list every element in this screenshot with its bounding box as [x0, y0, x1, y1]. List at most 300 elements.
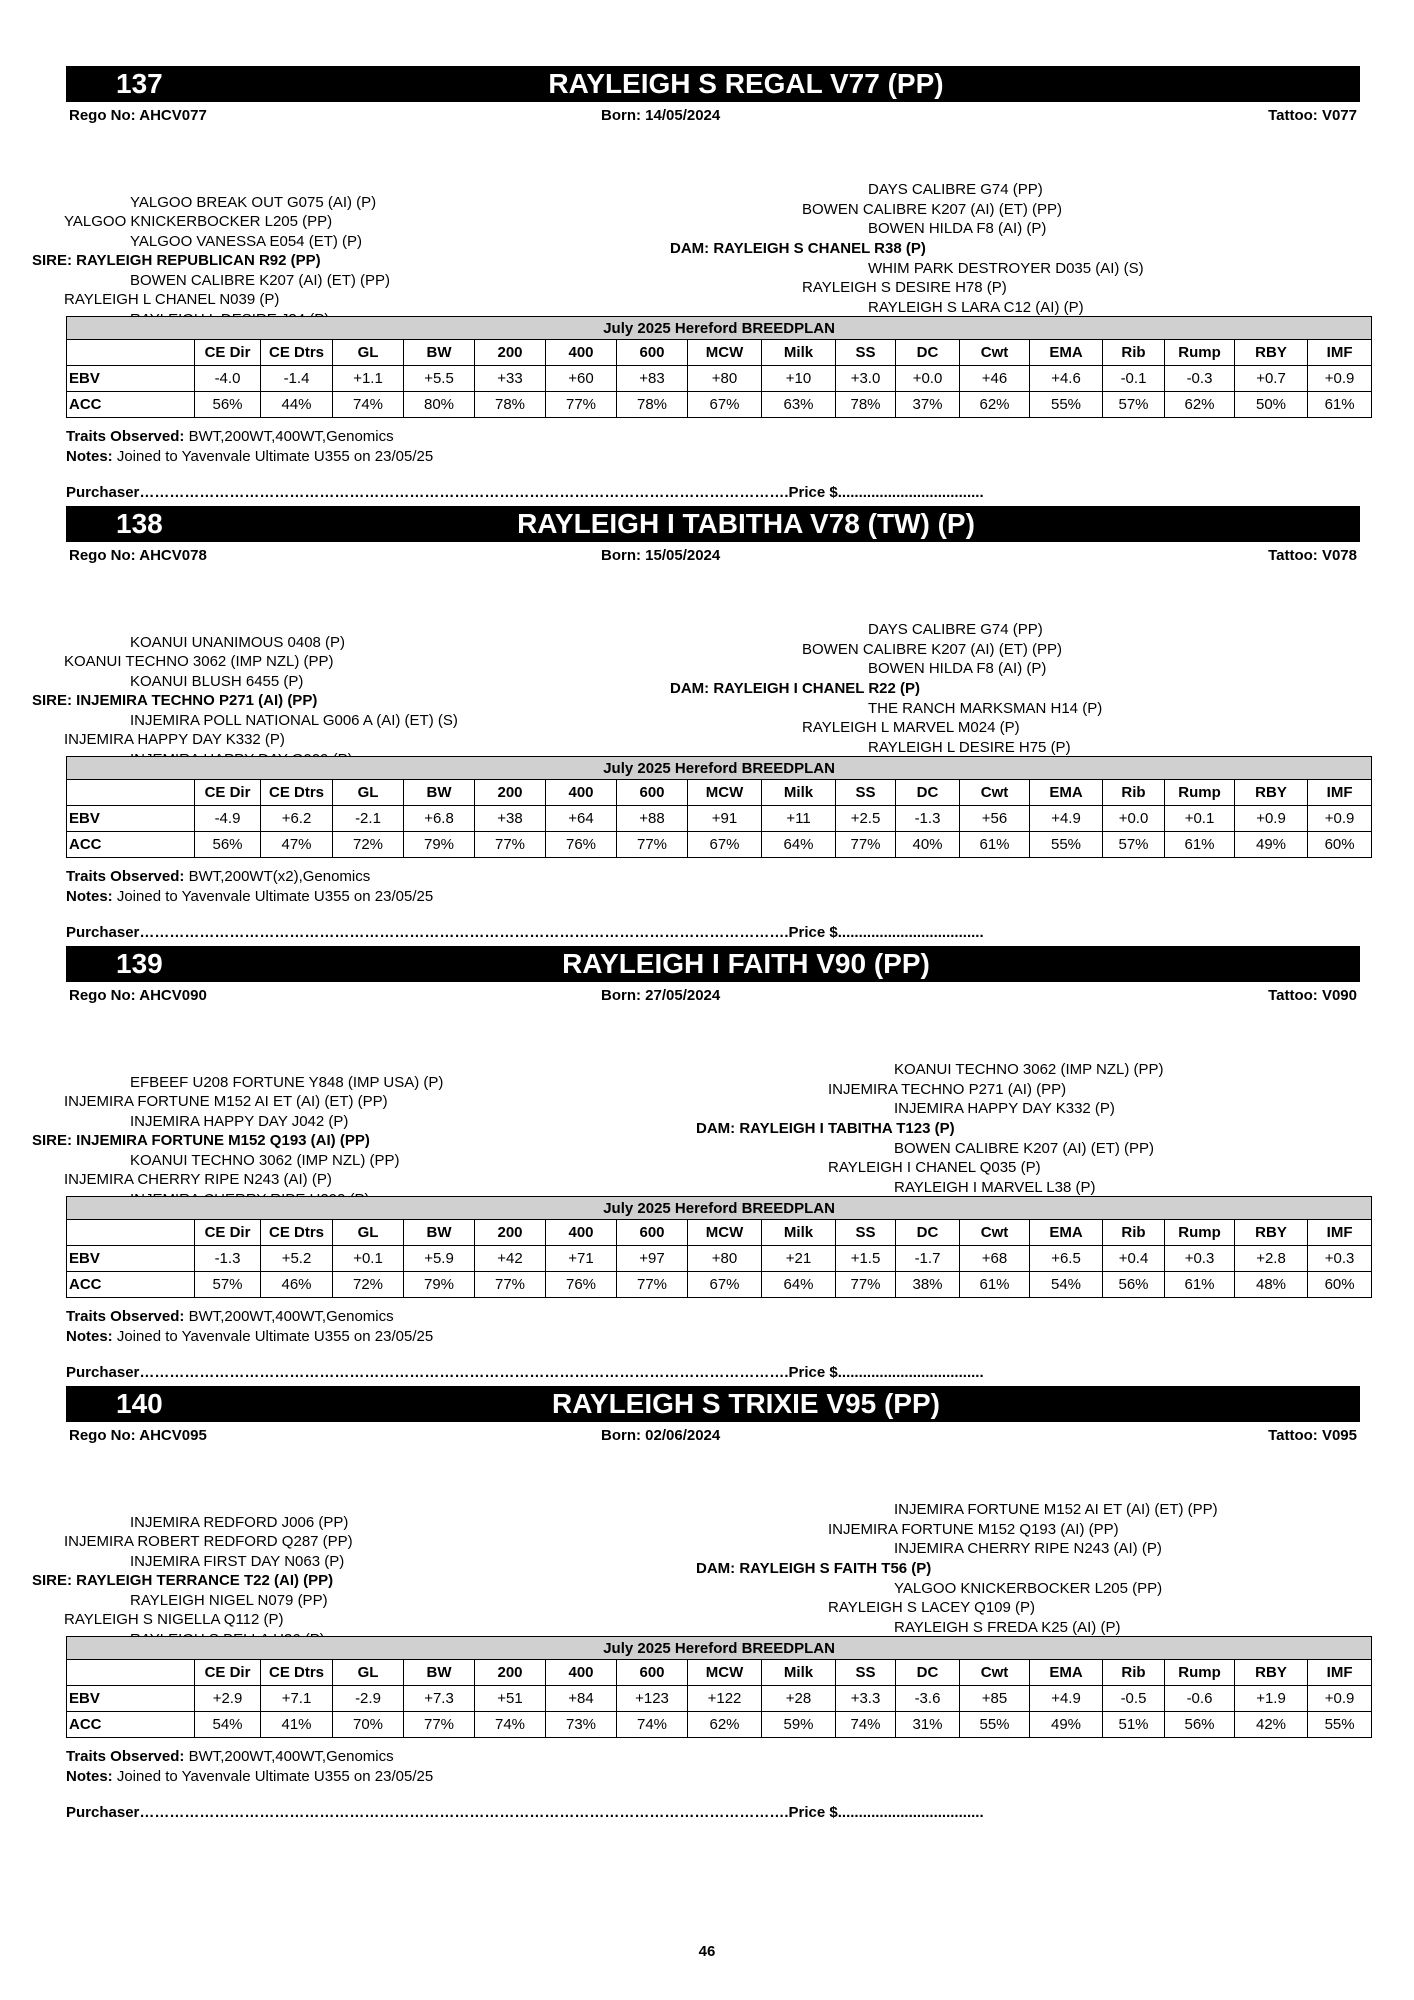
row-label: EBV: [67, 1686, 195, 1712]
acc-value: 79%: [404, 832, 475, 858]
birth-date: Born: 02/06/2024: [601, 1427, 721, 1444]
sire-pedigree-line: INJEMIRA FORTUNE M152 AI ET (AI) (ET) (PP): [64, 1093, 388, 1110]
ebv-column-header: Rump: [1165, 340, 1235, 366]
acc-value: 60%: [1308, 832, 1372, 858]
ebv-column-header: RBY: [1235, 340, 1308, 366]
animal-name: RAYLEIGH S TRIXIE V95 (PP): [552, 1388, 940, 1419]
ebv-value: +6.8: [404, 806, 475, 832]
sire-pedigree-line: YALGOO BREAK OUT G075 (AI) (P): [130, 194, 377, 211]
ebv-column-header: BW: [404, 1220, 475, 1246]
traits-observed: [66, 1308, 394, 1326]
dam-pedigree-line: BOWEN CALIBRE K207 (AI) (ET) (PP): [894, 1140, 1155, 1157]
row-label: ACC: [67, 1712, 195, 1738]
ebv-value: +0.3: [1308, 1246, 1372, 1272]
ebv-value: -0.6: [1165, 1686, 1235, 1712]
birth-date: Born: 27/05/2024: [601, 987, 721, 1004]
dam-pedigree-line: RAYLEIGH S LACEY Q109 (P): [828, 1599, 1036, 1616]
ebv-value: +0.0: [1103, 806, 1165, 832]
dam-name: DAM: RAYLEIGH I CHANEL R22 (P): [670, 680, 921, 697]
lot-header-bar: [66, 506, 1360, 542]
ebv-value: +88: [617, 806, 688, 832]
ebv-column-header: Milk: [762, 340, 836, 366]
ebv-column-header: CE Dir: [195, 1660, 261, 1686]
acc-value: 55%: [1308, 1712, 1372, 1738]
ebv-value: +1.9: [1235, 1686, 1308, 1712]
dam-pedigree-line: RAYLEIGH I MARVEL L38 (P): [894, 1179, 1096, 1196]
acc-value: 77%: [617, 1272, 688, 1298]
empty-corner-cell: [67, 780, 195, 806]
dam-pedigree-line: INJEMIRA FORTUNE M152 AI ET (AI) (ET) (PP): [894, 1501, 1218, 1518]
dam-pedigree-line: INJEMIRA CHERRY RIPE N243 (AI) (P): [894, 1540, 1162, 1557]
acc-value: 57%: [195, 1272, 261, 1298]
acc-value: 59%: [762, 1712, 836, 1738]
acc-value: 47%: [261, 832, 333, 858]
acc-value: 61%: [1165, 1272, 1235, 1298]
lot-header-bar: [66, 66, 1360, 102]
acc-value: 57%: [1103, 392, 1165, 418]
sire-pedigree-line: INJEMIRA FIRST DAY N063 (P): [130, 1553, 345, 1570]
ebv-column-header: CE Dtrs: [261, 340, 333, 366]
breedplan-ebv-table: [66, 756, 1372, 858]
ebv-column-header: GL: [333, 1220, 404, 1246]
ebv-column-header: 400: [546, 780, 617, 806]
acc-value: 76%: [546, 832, 617, 858]
sire-pedigree-line: INJEMIRA POLL NATIONAL G006 A (AI) (ET) (S): [130, 712, 458, 729]
ebv-column-header: Cwt: [960, 1660, 1030, 1686]
purchaser-price-line[interactable]: Purchaser………………………………………………………………………………………………………………….Price $...................................: [66, 1364, 984, 1381]
ebv-value: +60: [546, 366, 617, 392]
acc-value: 56%: [195, 392, 261, 418]
sire-pedigree-line: INJEMIRA REDFORD J006 (PP): [130, 1514, 349, 1531]
acc-value: 54%: [1030, 1272, 1103, 1298]
ebv-value: +0.7: [1235, 366, 1308, 392]
ebv-value: -1.7: [896, 1246, 960, 1272]
ebv-value: -3.6: [896, 1686, 960, 1712]
acc-value: 62%: [688, 1712, 762, 1738]
acc-value: 56%: [1103, 1272, 1165, 1298]
acc-value: 70%: [333, 1712, 404, 1738]
lot-entry: [32, 1386, 1360, 1826]
ebv-column-header: Rib: [1103, 340, 1165, 366]
acc-value: 74%: [475, 1712, 546, 1738]
acc-row: [67, 1712, 1372, 1738]
ebv-column-header: 400: [546, 1220, 617, 1246]
ebv-column-header: Rump: [1165, 1220, 1235, 1246]
acc-value: 80%: [404, 392, 475, 418]
lot-entry: [32, 946, 1360, 1386]
tattoo: Tattoo: V078: [1268, 547, 1357, 564]
ebv-column-header: DC: [896, 1660, 960, 1686]
lot-number: 138: [116, 508, 163, 539]
row-label: ACC: [67, 1272, 195, 1298]
traits-observed: [66, 1748, 394, 1766]
sire-pedigree-line: INJEMIRA ROBERT REDFORD Q287 (PP): [64, 1533, 353, 1550]
acc-value: 57%: [1103, 832, 1165, 858]
sire-pedigree-line: INJEMIRA HAPPY DAY J042 (P): [130, 1113, 349, 1130]
empty-corner-cell: [67, 1660, 195, 1686]
sire-pedigree-line: EFBEEF U208 FORTUNE Y848 (IMP USA) (P): [130, 1074, 444, 1091]
acc-value: 42%: [1235, 1712, 1308, 1738]
ebv-value: +1.5: [836, 1246, 896, 1272]
sire-pedigree-line: RAYLEIGH L CHANEL N039 (P): [64, 291, 280, 308]
ebv-value: +7.3: [404, 1686, 475, 1712]
ebv-column-header: SS: [836, 1220, 896, 1246]
purchaser-price-line[interactable]: Purchaser………………………………………………………………………………………………………………….Price $...................................: [66, 924, 984, 941]
row-label: EBV: [67, 806, 195, 832]
ebv-value: +83: [617, 366, 688, 392]
ebv-value: -1.3: [195, 1246, 261, 1272]
ebv-column-header: RBY: [1235, 780, 1308, 806]
notes-label: Notes:: [66, 888, 113, 905]
traits-value: BWT,200WT,400WT,Genomics: [188, 428, 394, 445]
ebv-row: [67, 806, 1372, 832]
ebv-value: -0.5: [1103, 1686, 1165, 1712]
acc-value: 64%: [762, 1272, 836, 1298]
acc-value: 62%: [960, 392, 1030, 418]
ebv-value: +3.0: [836, 366, 896, 392]
breedplan-ebv-table: [66, 1636, 1372, 1738]
acc-value: 77%: [475, 832, 546, 858]
ebv-row: [67, 1246, 1372, 1272]
ebv-column-header: Rib: [1103, 1220, 1165, 1246]
acc-value: 61%: [1308, 392, 1372, 418]
traits-value: BWT,200WT,400WT,Genomics: [188, 1308, 394, 1325]
animal-name: RAYLEIGH I TABITHA V78 (TW) (P): [517, 508, 975, 539]
breedplan-ebv-table: [66, 1196, 1372, 1298]
ebv-value: +71: [546, 1246, 617, 1272]
ebv-value: +122: [688, 1686, 762, 1712]
page-number: 46: [698, 1943, 716, 1960]
sire-pedigree-line: KOANUI BLUSH 6455 (P): [130, 673, 304, 690]
ebv-value: +46: [960, 366, 1030, 392]
sire-pedigree-line: KOANUI UNANIMOUS 0408 (P): [130, 634, 346, 651]
ebv-column-header: MCW: [688, 780, 762, 806]
acc-value: 51%: [1103, 1712, 1165, 1738]
tattoo: Tattoo: V090: [1268, 987, 1357, 1004]
ebv-column-header: Milk: [762, 1220, 836, 1246]
traits-value: BWT,200WT,400WT,Genomics: [188, 1748, 394, 1765]
ebv-column-header: CE Dir: [195, 340, 261, 366]
acc-value: 61%: [960, 832, 1030, 858]
dam-pedigree-line: KOANUI TECHNO 3062 (IMP NZL) (PP): [894, 1061, 1164, 1078]
dam-pedigree-line: WHIM PARK DESTROYER D035 (AI) (S): [868, 260, 1144, 277]
ebv-value: +7.1: [261, 1686, 333, 1712]
notes-value: Joined to Yavenvale Ultimate U355 on 23/05/25: [116, 888, 434, 905]
acc-value: 78%: [836, 392, 896, 418]
acc-value: 37%: [896, 392, 960, 418]
acc-value: 74%: [617, 1712, 688, 1738]
ebv-value: +0.9: [1235, 806, 1308, 832]
ebv-value: +42: [475, 1246, 546, 1272]
breedplan-title: July 2025 Hereford BREEDPLAN: [67, 1637, 1372, 1660]
ebv-value: +11: [762, 806, 836, 832]
notes: [66, 888, 433, 906]
sire-pedigree-line: KOANUI TECHNO 3062 (IMP NZL) (PP): [64, 653, 334, 670]
ebv-column-header: 200: [475, 1660, 546, 1686]
ebv-column-header: EMA: [1030, 1660, 1103, 1686]
ebv-value: +5.2: [261, 1246, 333, 1272]
birth-date: Born: 15/05/2024: [601, 547, 721, 564]
ebv-column-header: GL: [333, 780, 404, 806]
ebv-column-header: DC: [896, 1220, 960, 1246]
ebv-value: +10: [762, 366, 836, 392]
ebv-column-header: SS: [836, 1660, 896, 1686]
row-label: EBV: [67, 366, 195, 392]
ebv-column-header: DC: [896, 780, 960, 806]
ebv-row: [67, 1686, 1372, 1712]
ebv-column-header: Rib: [1103, 1660, 1165, 1686]
ebv-column-header: IMF: [1308, 1660, 1372, 1686]
ebv-column-header: SS: [836, 780, 896, 806]
sire-name: SIRE: INJEMIRA TECHNO P271 (AI) (PP): [32, 692, 318, 709]
ebv-row: [67, 366, 1372, 392]
ebv-value: +0.1: [1165, 806, 1235, 832]
ebv-column-header: EMA: [1030, 780, 1103, 806]
ebv-value: +80: [688, 1246, 762, 1272]
acc-value: 77%: [836, 832, 896, 858]
acc-value: 74%: [836, 1712, 896, 1738]
acc-value: 31%: [896, 1712, 960, 1738]
ebv-value: +0.0: [896, 366, 960, 392]
lot-header-bar: [66, 946, 1360, 982]
lot-number: 139: [116, 948, 163, 979]
traits-label: Traits Observed:: [66, 428, 185, 445]
acc-value: 61%: [960, 1272, 1030, 1298]
acc-value: 78%: [617, 392, 688, 418]
breedplan-title: July 2025 Hereford BREEDPLAN: [67, 757, 1372, 780]
ebv-column-header: CE Dir: [195, 1220, 261, 1246]
acc-row: [67, 392, 1372, 418]
dam-pedigree-line: INJEMIRA HAPPY DAY K332 (P): [894, 1100, 1115, 1117]
acc-value: 62%: [1165, 392, 1235, 418]
sire-pedigree-line: KOANUI TECHNO 3062 (IMP NZL) (PP): [130, 1152, 400, 1169]
ebv-value: +0.3: [1165, 1246, 1235, 1272]
dam-pedigree-line: DAYS CALIBRE G74 (PP): [868, 181, 1043, 198]
sire-name: SIRE: INJEMIRA FORTUNE M152 Q193 (AI) (PP): [32, 1132, 370, 1149]
ebv-column-header: Rump: [1165, 1660, 1235, 1686]
ebv-value: +4.9: [1030, 806, 1103, 832]
ebv-value: -1.4: [261, 366, 333, 392]
ebv-value: -2.9: [333, 1686, 404, 1712]
ebv-column-header: Cwt: [960, 780, 1030, 806]
row-label: EBV: [67, 1246, 195, 1272]
sire-pedigree-line: BOWEN CALIBRE K207 (AI) (ET) (PP): [130, 272, 391, 289]
acc-value: 72%: [333, 832, 404, 858]
dam-name: DAM: RAYLEIGH I TABITHA T123 (P): [696, 1120, 955, 1137]
dam-pedigree-line: INJEMIRA TECHNO P271 (AI) (PP): [828, 1081, 1067, 1098]
ebv-column-header: 200: [475, 1220, 546, 1246]
ebv-value: +2.8: [1235, 1246, 1308, 1272]
ebv-column-header: 600: [617, 340, 688, 366]
ebv-value: +0.1: [333, 1246, 404, 1272]
acc-value: 46%: [261, 1272, 333, 1298]
ebv-column-header: BW: [404, 780, 475, 806]
acc-value: 55%: [1030, 832, 1103, 858]
ebv-column-header: Milk: [762, 1660, 836, 1686]
acc-value: 67%: [688, 392, 762, 418]
ebv-value: -0.1: [1103, 366, 1165, 392]
tattoo: Tattoo: V077: [1268, 107, 1357, 124]
breedplan-title: July 2025 Hereford BREEDPLAN: [67, 1197, 1372, 1220]
empty-corner-cell: [67, 1220, 195, 1246]
ebv-value: +4.9: [1030, 1686, 1103, 1712]
ebv-header-row: [67, 1220, 1372, 1246]
ebv-column-header: MCW: [688, 1660, 762, 1686]
rego-number: Rego No: AHCV077: [69, 107, 207, 124]
ebv-column-header: RBY: [1235, 1660, 1308, 1686]
ebv-value: -1.3: [896, 806, 960, 832]
sale-catalogue-page: [32, 66, 1360, 1826]
acc-value: 54%: [195, 1712, 261, 1738]
ebv-value: +123: [617, 1686, 688, 1712]
dam-pedigree-line: BOWEN HILDA F8 (AI) (P): [868, 220, 1047, 237]
ebv-column-header: SS: [836, 340, 896, 366]
acc-value: 72%: [333, 1272, 404, 1298]
ebv-value: +5.9: [404, 1246, 475, 1272]
dam-pedigree-line: BOWEN HILDA F8 (AI) (P): [868, 660, 1047, 677]
ebv-value: +2.5: [836, 806, 896, 832]
notes-value: Joined to Yavenvale Ultimate U355 on 23/05/25: [116, 1328, 434, 1345]
ebv-value: +0.4: [1103, 1246, 1165, 1272]
acc-value: 48%: [1235, 1272, 1308, 1298]
acc-value: 63%: [762, 392, 836, 418]
ebv-value: +97: [617, 1246, 688, 1272]
ebv-header-row: [67, 340, 1372, 366]
ebv-value: +0.9: [1308, 1686, 1372, 1712]
animal-name: RAYLEIGH S REGAL V77 (PP): [548, 68, 944, 99]
notes-label: Notes:: [66, 1328, 113, 1345]
acc-value: 78%: [475, 392, 546, 418]
lot-number: 140: [116, 1388, 163, 1419]
purchaser-price-line[interactable]: Purchaser………………………………………………………………………………………………………………….Price $...................................: [66, 484, 984, 501]
ebv-column-header: CE Dir: [195, 780, 261, 806]
lot-number: 137: [116, 68, 163, 99]
rego-number: Rego No: AHCV095: [69, 1427, 207, 1444]
ebv-column-header: Cwt: [960, 340, 1030, 366]
dam-pedigree-line: BOWEN CALIBRE K207 (AI) (ET) (PP): [802, 641, 1063, 658]
ebv-value: -2.1: [333, 806, 404, 832]
ebv-column-header: EMA: [1030, 340, 1103, 366]
dam-pedigree-line: INJEMIRA FORTUNE M152 Q193 (AI) (PP): [828, 1521, 1119, 1538]
sire-pedigree-line: RAYLEIGH S NIGELLA Q112 (P): [64, 1611, 284, 1628]
dam-pedigree-line: RAYLEIGH L MARVEL M024 (P): [802, 719, 1020, 736]
acc-value: 56%: [195, 832, 261, 858]
acc-value: 41%: [261, 1712, 333, 1738]
sire-pedigree-line: RAYLEIGH NIGEL N079 (PP): [130, 1592, 328, 1609]
dam-pedigree-line: RAYLEIGH S FREDA K25 (AI) (P): [894, 1619, 1121, 1636]
notes: [66, 1768, 433, 1786]
ebv-column-header: MCW: [688, 340, 762, 366]
animal-name: RAYLEIGH I FAITH V90 (PP): [562, 948, 930, 979]
ebv-value: +1.1: [333, 366, 404, 392]
acc-value: 49%: [1235, 832, 1308, 858]
ebv-value: +33: [475, 366, 546, 392]
ebv-value: +91: [688, 806, 762, 832]
notes: [66, 448, 433, 466]
row-label: ACC: [67, 832, 195, 858]
ebv-value: +64: [546, 806, 617, 832]
ebv-value: +38: [475, 806, 546, 832]
dam-pedigree-line: RAYLEIGH I CHANEL Q035 (P): [828, 1159, 1041, 1176]
acc-value: 38%: [896, 1272, 960, 1298]
breedplan-ebv-table: [66, 316, 1372, 418]
acc-value: 79%: [404, 1272, 475, 1298]
ebv-column-header: DC: [896, 340, 960, 366]
ebv-value: +6.5: [1030, 1246, 1103, 1272]
rego-number: Rego No: AHCV078: [69, 547, 207, 564]
ebv-column-header: 200: [475, 340, 546, 366]
sire-pedigree-line: YALGOO KNICKERBOCKER L205 (PP): [64, 213, 333, 230]
ebv-value: +85: [960, 1686, 1030, 1712]
ebv-value: +0.9: [1308, 806, 1372, 832]
acc-value: 77%: [836, 1272, 896, 1298]
acc-value: 64%: [762, 832, 836, 858]
ebv-column-header: BW: [404, 340, 475, 366]
acc-value: 60%: [1308, 1272, 1372, 1298]
ebv-column-header: 200: [475, 780, 546, 806]
ebv-value: +68: [960, 1246, 1030, 1272]
dam-pedigree-line: THE RANCH MARKSMAN H14 (P): [868, 700, 1103, 717]
ebv-column-header: IMF: [1308, 340, 1372, 366]
acc-value: 50%: [1235, 392, 1308, 418]
ebv-column-header: 600: [617, 780, 688, 806]
acc-value: 74%: [333, 392, 404, 418]
ebv-value: +0.9: [1308, 366, 1372, 392]
acc-value: 49%: [1030, 1712, 1103, 1738]
sire-pedigree-line: INJEMIRA CHERRY RIPE N243 (AI) (P): [64, 1171, 332, 1188]
acc-value: 67%: [688, 1272, 762, 1298]
sire-pedigree-line: YALGOO VANESSA E054 (ET) (P): [130, 233, 363, 250]
acc-row: [67, 1272, 1372, 1298]
acc-row: [67, 832, 1372, 858]
ebv-column-header: GL: [333, 1660, 404, 1686]
dam-pedigree-line: RAYLEIGH S LARA C12 (AI) (P): [868, 299, 1084, 316]
ebv-column-header: EMA: [1030, 1220, 1103, 1246]
sire-pedigree-line: INJEMIRA HAPPY DAY K332 (P): [64, 731, 285, 748]
acc-value: 55%: [960, 1712, 1030, 1738]
ebv-value: +28: [762, 1686, 836, 1712]
acc-value: 61%: [1165, 832, 1235, 858]
acc-value: 55%: [1030, 392, 1103, 418]
ebv-value: -0.3: [1165, 366, 1235, 392]
ebv-column-header: MCW: [688, 1220, 762, 1246]
rego-number: Rego No: AHCV090: [69, 987, 207, 1004]
traits-label: Traits Observed:: [66, 868, 185, 885]
dam-pedigree-line: DAYS CALIBRE G74 (PP): [868, 621, 1043, 638]
breedplan-title: July 2025 Hereford BREEDPLAN: [67, 317, 1372, 340]
sire-name: SIRE: RAYLEIGH REPUBLICAN R92 (PP): [32, 252, 321, 269]
traits-observed: [66, 428, 394, 446]
ebv-value: +51: [475, 1686, 546, 1712]
ebv-value: +2.9: [195, 1686, 261, 1712]
row-label: ACC: [67, 392, 195, 418]
ebv-value: +5.5: [404, 366, 475, 392]
ebv-column-header: Cwt: [960, 1220, 1030, 1246]
acc-value: 73%: [546, 1712, 617, 1738]
sire-name: SIRE: RAYLEIGH TERRANCE T22 (AI) (PP): [32, 1572, 334, 1589]
empty-corner-cell: [67, 340, 195, 366]
acc-value: 76%: [546, 1272, 617, 1298]
purchaser-price-line[interactable]: Purchaser………………………………………………………………………………………………………………….Price $...................................: [66, 1804, 984, 1821]
ebv-header-row: [67, 780, 1372, 806]
ebv-column-header: BW: [404, 1660, 475, 1686]
ebv-column-header: IMF: [1308, 1220, 1372, 1246]
notes-value: Joined to Yavenvale Ultimate U355 on 23/05/25: [116, 448, 434, 465]
acc-value: 56%: [1165, 1712, 1235, 1738]
traits-value: BWT,200WT(x2),Genomics: [188, 868, 371, 885]
ebv-value: +56: [960, 806, 1030, 832]
traits-observed: [66, 868, 370, 886]
